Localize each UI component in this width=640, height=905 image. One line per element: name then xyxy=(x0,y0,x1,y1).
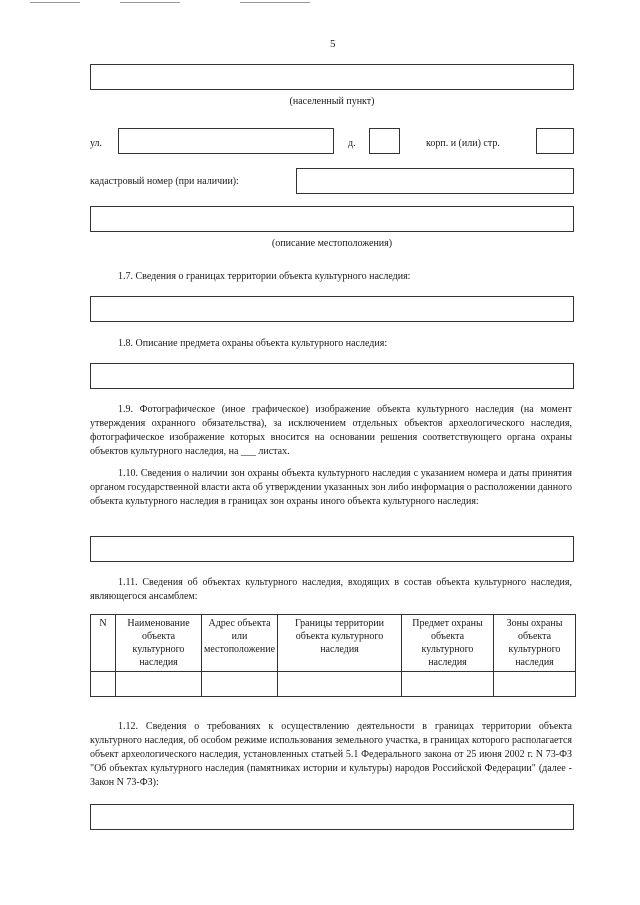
house-label: д. xyxy=(348,138,356,149)
column-header-name: Наименование объекта культурного наследия xyxy=(116,615,202,672)
section-1-12-text: 1.12. Сведения о требованиях к осуществлению деятельности в границах территории объекта культурного наследия, об особом режиме использования земельного участка, в границах которого располагается объект археологического наследия, установленных статьей 5.1 Федерального закона от 25 июня 2002 г. N 73-ФЗ "Об объектах культурного наследия (памятниках истории и культуры) народов Российской Федерации" (далее - Закон N 73-ФЗ): xyxy=(90,721,572,788)
locality-field[interactable] xyxy=(90,64,574,90)
street-field[interactable] xyxy=(118,128,334,154)
table-cell[interactable] xyxy=(278,672,402,697)
activity-requirements-field[interactable] xyxy=(90,804,574,830)
column-header-number: N xyxy=(91,615,116,672)
cadastral-label: кадастровый номер (при наличии): xyxy=(90,176,239,187)
scan-line xyxy=(240,2,310,3)
table-cell[interactable] xyxy=(202,672,278,697)
protection-zones-field[interactable] xyxy=(90,536,574,562)
scan-line xyxy=(120,2,180,3)
location-field[interactable] xyxy=(90,206,574,232)
territory-boundaries-field[interactable] xyxy=(90,296,574,322)
building-label: корп. и (или) стр. xyxy=(426,138,500,149)
table-cell[interactable] xyxy=(494,672,576,697)
table-cell[interactable] xyxy=(402,672,494,697)
location-caption: (описание местоположения) xyxy=(271,238,393,249)
table-cell[interactable] xyxy=(116,672,202,697)
protection-subject-field[interactable] xyxy=(90,363,574,389)
column-header-protection-subject: Предмет охраны объекта культурного наследия xyxy=(402,615,494,672)
page-number: 5 xyxy=(330,38,336,50)
section-1-7-text: 1.7. Сведения о границах территории объекта культурного наследия: xyxy=(118,271,411,282)
table-header-row xyxy=(91,615,576,672)
ensemble-table xyxy=(90,614,576,697)
section-1-11-text: 1.11. Сведения об объектах культурного наследия, входящих в состав объекта культурного наследия, являющегося ансамблем: xyxy=(90,577,572,602)
column-header-address: Адрес объекта или местоположение xyxy=(202,615,278,672)
section-1-8-text: 1.8. Описание предмета охраны объекта культурного наследия: xyxy=(118,338,388,349)
column-header-boundaries: Границы территории объекта культурного наследия xyxy=(278,615,402,672)
scan-line xyxy=(30,2,80,3)
locality-caption: (населенный пункт) xyxy=(289,96,375,107)
street-label: ул. xyxy=(90,138,103,149)
section-1-10-text: 1.10. Сведения о наличии зон охраны объекта культурного наследия с указанием номера и даты принятия органом государственной власти акта об утверждении указанных зон либо информация о расположении данного объекта культурного наследия в границах зон охраны иного объекта культурного наследия: xyxy=(90,468,572,507)
column-header-protection-zones: Зоны охраны объекта культурного наследия xyxy=(494,615,576,672)
house-field[interactable] xyxy=(369,128,400,154)
cadastral-field[interactable] xyxy=(296,168,574,194)
building-field[interactable] xyxy=(536,128,574,154)
section-1-9-text: 1.9. Фотографическое (иное графическое) изображение объекта культурного наследия (на момент утверждения охранного обязательства), за исключением отдельных объектов археологического наследия, фотографическое изображение которых вносится на основании решения соответствующего органа охраны объектов культурного наследия, на ___ листах. xyxy=(90,404,572,457)
table-row xyxy=(91,672,576,697)
table-cell[interactable] xyxy=(91,672,116,697)
